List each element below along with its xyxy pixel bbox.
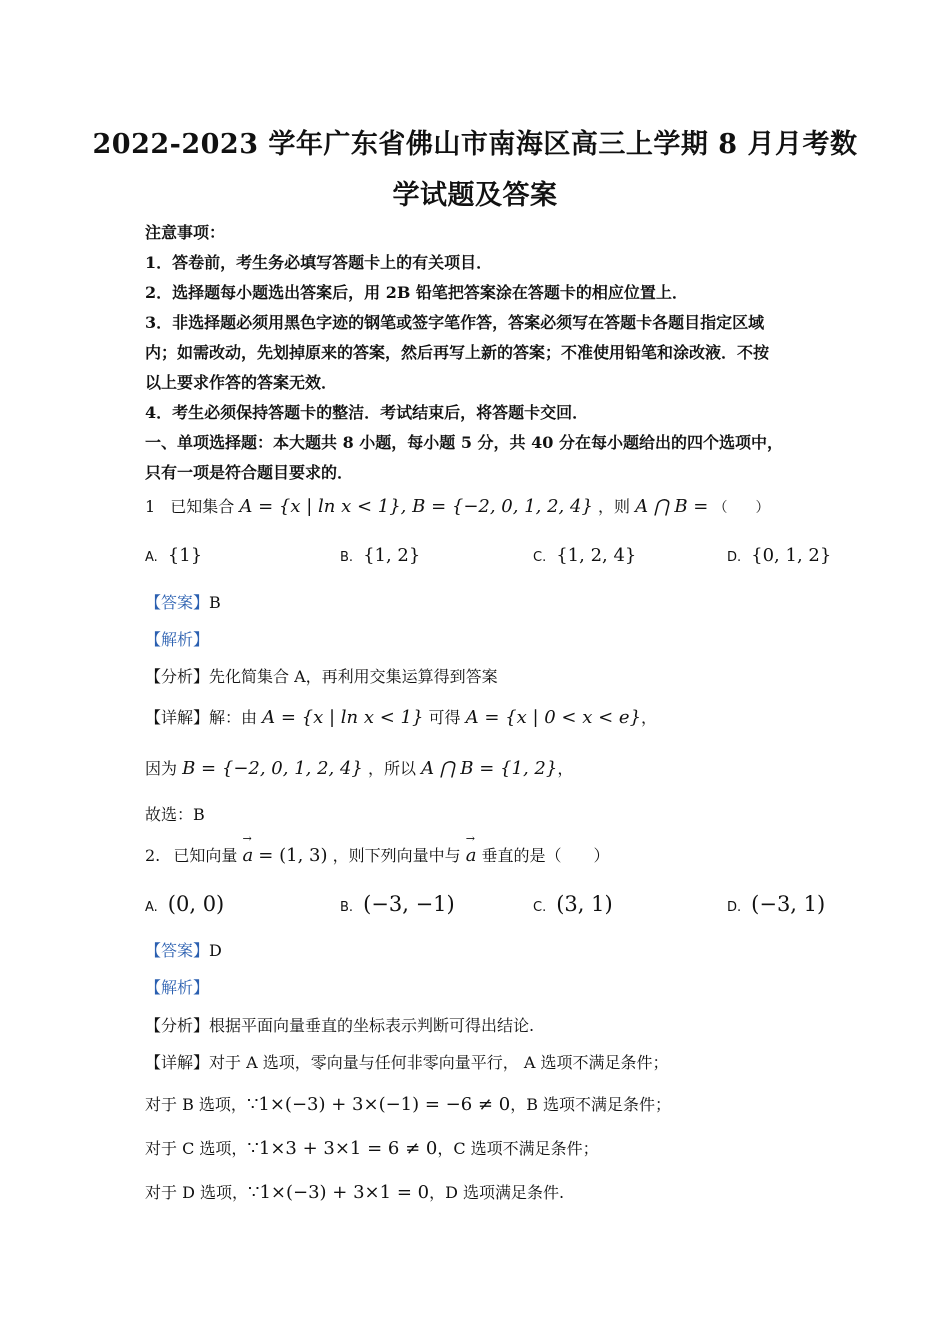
notice-heading: 注意事项： — [145, 223, 226, 242]
question-2-option-a: A. (0, 0) — [145, 892, 225, 916]
question-1-fenxi: 【分析】先化简集合 A，再利用交集运算得到答案 — [145, 667, 498, 686]
question-1-sets: A = {x | ln x < 1}, B = {−2, 0, 1, 2, 4} — [239, 496, 593, 517]
question-2-answer: 【答案】D — [145, 941, 222, 960]
notice-item-3-end: 以上要求作答的答案无效． — [145, 373, 338, 392]
notice-item-3-cont: 内；如需改动，先划掉原来的答案，然后再写上新的答案；不准使用铅笔和涂改液．不按 — [145, 343, 770, 362]
vector-a: → a — [242, 845, 253, 866]
question-2-option-c: C. (3, 1) — [533, 892, 613, 916]
question-2-number: 2. — [145, 846, 161, 865]
question-1-answer: 【答案】B — [145, 593, 221, 612]
question-1-detail-because: 因为 B = {−2, 0, 1, 2, 4} ，所以 A ⋂ B = {1, 2}， — [145, 758, 574, 779]
notice-item-1: 1．答卷前，考生务必填写答题卡上的有关项目． — [145, 253, 493, 272]
page-title-line2: 学试题及答案 — [392, 180, 558, 211]
question-2-detail: 【详解】对于 A 选项，零向量与任何非零向量平行， A 选项不满足条件； — [145, 1053, 669, 1072]
page-title-line1: 2022-2023 学年广东省佛山市南海区高三上学期 8 月月考数 — [92, 129, 858, 160]
question-2-option-d: D. (−3, 1) — [727, 892, 826, 916]
question-2-detail-c: 对于 C 选项，∵1×3 + 3×1 = 6 ≠ 0，C 选项不满足条件； — [145, 1138, 599, 1159]
section-heading-line1: 一、单项选择题：本大题共 8 小题，每小题 5 分，共 40 分在每小题给出的四个选项中， — [145, 433, 783, 452]
question-2-option-b: B. (−3, −1) — [340, 892, 455, 916]
question-1-stem: 1 已知集合 A = {x | ln x < 1}, B = {−2, 0, 1, 2, 4} ，则 A ⋂ B = （ ） — [145, 496, 770, 517]
vector-a-ref: → a — [466, 845, 477, 866]
notice-item-3: 3．非选择题必须用黑色字迹的钢笔或签字笔作答，答案必须写在答题卡各题目指定区域 — [145, 313, 765, 332]
notice-item-4: 4．考生必须保持答题卡的整洁．考试结束后，将答题卡交回． — [145, 403, 589, 422]
notice-item-2: 2．选择题每小题选出答案后，用 2B 铅笔把答案涂在答题卡的相应位置上． — [145, 283, 688, 302]
section-heading-line2: 只有一项是符合题目要求的． — [145, 463, 354, 482]
question-1-option-c: C. {1, 2, 4} — [533, 545, 637, 566]
question-2-detail-d: 对于 D 选项，∵1×(−3) + 3×1 = 0，D 选项满足条件. — [145, 1182, 565, 1203]
question-1-option-b: B. {1, 2} — [340, 545, 421, 566]
question-2-fenxi: 【分析】根据平面向量垂直的坐标表示判断可得出结论. — [145, 1016, 535, 1035]
question-1-intersection: A ⋂ B = — [635, 496, 709, 517]
question-1-option-a: A. {1} — [145, 545, 203, 566]
question-1-analysis-tag: 【解析】 — [145, 630, 210, 649]
question-2-detail-b: 对于 B 选项，∵1×(−3) + 3×(−1) = −6 ≠ 0，B 选项不满足条件； — [145, 1094, 672, 1115]
question-2-stem: 2. 已知向量 → a = (1, 3) ，则下列向量中与 → a 垂直的是（ ） — [145, 843, 610, 866]
question-2-analysis-tag: 【解析】 — [145, 978, 210, 997]
question-1-number: 1 — [145, 497, 156, 516]
question-1-detail: 【详解】解：由 A = {x | ln x < 1} 可得 A = {x | 0 < x < e}， — [145, 707, 658, 728]
question-1-choose: 故选：B — [145, 805, 205, 824]
question-1-option-d: D. {0, 1, 2} — [727, 545, 832, 566]
